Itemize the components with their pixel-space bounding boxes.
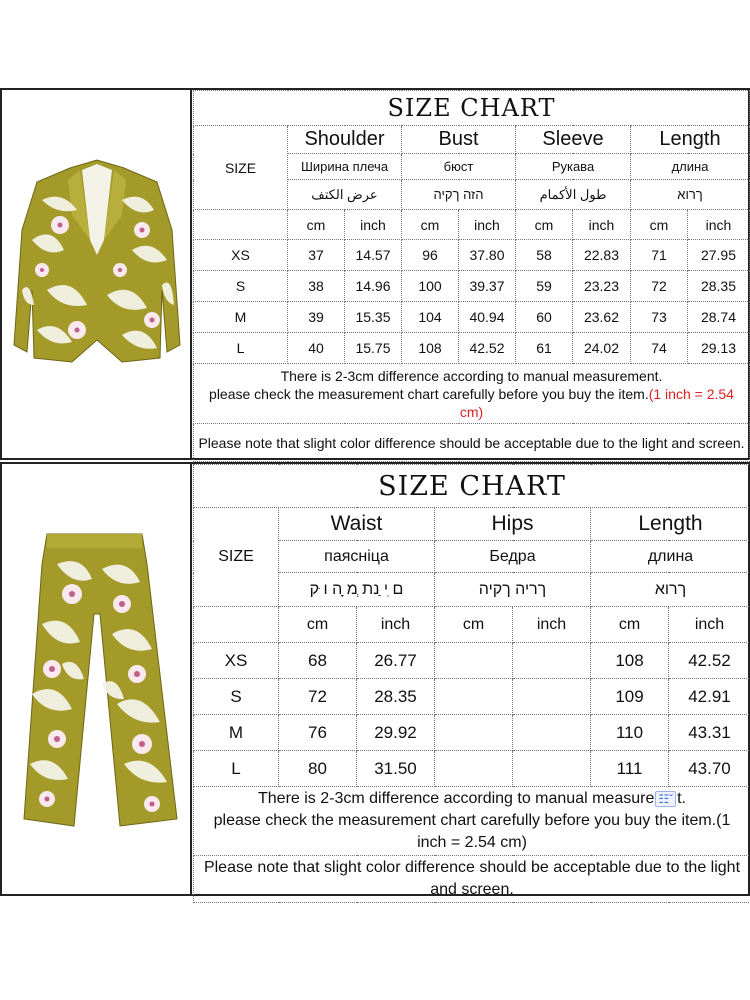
value-cell [435, 715, 513, 751]
shoulder-header: Shoulder [288, 126, 402, 154]
length-header-ru: длина [631, 154, 750, 180]
measurement-note [194, 787, 750, 856]
value-cell: 72 [631, 271, 688, 302]
value-cell: 96 [402, 240, 459, 271]
table-row [194, 302, 750, 333]
translate-icon[interactable]: ☷ˇ [655, 791, 676, 807]
table-row [194, 715, 750, 751]
value-cell: 42.52 [669, 643, 750, 679]
length-header: Length [631, 126, 750, 154]
value-cell: 28.74 [688, 302, 750, 333]
waist-header: Waist [279, 508, 435, 541]
value-cell: 26.77 [357, 643, 435, 679]
value-cell: 68 [279, 643, 357, 679]
value-cell: 29.92 [357, 715, 435, 751]
value-cell: 39.37 [459, 271, 516, 302]
size-header: SIZE [194, 126, 288, 210]
unit-label: inch [669, 607, 750, 643]
value-cell: 24.02 [573, 333, 631, 364]
value-cell: 37.80 [459, 240, 516, 271]
pants-size-chart-panel [0, 462, 750, 896]
length-header-he: ךרוא [631, 180, 750, 210]
value-cell: 27.95 [688, 240, 750, 271]
value-cell: 23.23 [573, 271, 631, 302]
value-cell: 43.70 [669, 751, 750, 787]
bust-header-he: הזה ךקיה [402, 180, 516, 210]
value-cell: 22.83 [573, 240, 631, 271]
value-cell: 100 [402, 271, 459, 302]
size-cell: XS [194, 240, 288, 271]
table-row [194, 751, 750, 787]
value-cell: 72 [279, 679, 357, 715]
size-cell: M [194, 715, 279, 751]
value-cell [435, 679, 513, 715]
unit-label: inch [573, 210, 631, 240]
length-header-ru: длина [591, 541, 750, 573]
value-cell: 14.57 [345, 240, 402, 271]
unit-label: cm [435, 607, 513, 643]
value-cell: 109 [591, 679, 669, 715]
value-cell: 61 [516, 333, 573, 364]
unit-spacer [194, 210, 288, 240]
value-cell: 40.94 [459, 302, 516, 333]
table-row [194, 679, 750, 715]
value-cell: 73 [631, 302, 688, 333]
unit-label: cm [631, 210, 688, 240]
sleeve-header-ar: طول الأكمام [516, 180, 631, 210]
value-cell [435, 751, 513, 787]
unit-label: inch [513, 607, 591, 643]
unit-label: inch [459, 210, 516, 240]
value-cell: 23.62 [573, 302, 631, 333]
size-cell: L [194, 333, 288, 364]
unit-label: cm [288, 210, 345, 240]
value-cell: 15.35 [345, 302, 402, 333]
unit-label: inch [688, 210, 750, 240]
bust-header: Bust [402, 126, 516, 154]
blazer-product-image [2, 90, 190, 458]
table-row [194, 240, 750, 271]
waist-header-ru: паясніца [279, 541, 435, 573]
measurement-note-line1: There is 2-3cm difference according to manual measurement. [280, 367, 663, 384]
size-cell: S [194, 271, 288, 302]
inch-conversion-note: (1 inch = 2.54 cm) [459, 385, 734, 420]
length-header-he: ךרוא [591, 573, 750, 607]
sleeve-header: Sleeve [516, 126, 631, 154]
table-row [194, 333, 750, 364]
value-cell: 39 [288, 302, 345, 333]
value-cell: 110 [591, 715, 669, 751]
shoulder-header-ru: Ширина плеча [288, 154, 402, 180]
length-header: Length [591, 508, 750, 541]
value-cell: 111 [591, 751, 669, 787]
value-cell: 38 [288, 271, 345, 302]
table-row [194, 643, 750, 679]
measurement-note [194, 364, 750, 424]
unit-label: cm [516, 210, 573, 240]
value-cell: 58 [516, 240, 573, 271]
blazer-size-chart-panel [0, 88, 750, 460]
value-cell [513, 751, 591, 787]
hips-header-ru: Бедра [435, 541, 591, 573]
hips-header-he: ךריה ךקיה [435, 573, 591, 607]
hips-header: Hips [435, 508, 591, 541]
unit-label: inch [345, 210, 402, 240]
value-cell [513, 715, 591, 751]
color-note: Please note that slight color difference should be acceptable due to the light and screen. [194, 424, 750, 462]
value-cell: 29.13 [688, 333, 750, 364]
value-cell: 108 [591, 643, 669, 679]
unit-label: cm [279, 607, 357, 643]
value-cell [513, 643, 591, 679]
value-cell: 43.31 [669, 715, 750, 751]
value-cell: 37 [288, 240, 345, 271]
value-cell: 108 [402, 333, 459, 364]
size-header: SIZE [194, 508, 279, 607]
size-cell: S [194, 679, 279, 715]
value-cell: 31.50 [357, 751, 435, 787]
color-note: Please note that slight color difference should be acceptable due to the light and screen. [194, 856, 750, 903]
measurement-note-line1: There is 2-3cm difference according to manual measure [258, 790, 655, 807]
shoulder-header-ar: عرض الكتف [288, 180, 402, 210]
size-cell: M [194, 302, 288, 333]
waist-header-he: ם ִי ַנת ְמ ָה ו ּק [279, 573, 435, 607]
measurement-note-line2: please check the measurement chart carefully before you buy the item. [209, 385, 649, 402]
unit-spacer [194, 607, 279, 643]
pants-product-image [2, 464, 190, 894]
value-cell: 80 [279, 751, 357, 787]
value-cell: 15.75 [345, 333, 402, 364]
value-cell: 104 [402, 302, 459, 333]
measurement-note-line1-end: t. [677, 790, 686, 807]
bust-header-ru: бюст [402, 154, 516, 180]
value-cell: 28.35 [688, 271, 750, 302]
value-cell [513, 679, 591, 715]
value-cell: 74 [631, 333, 688, 364]
size-cell: XS [194, 643, 279, 679]
value-cell: 76 [279, 715, 357, 751]
unit-label: cm [591, 607, 669, 643]
value-cell: 71 [631, 240, 688, 271]
blazer-size-table [193, 90, 750, 462]
value-cell: 40 [288, 333, 345, 364]
unit-label: cm [402, 210, 459, 240]
pants-image-cell [2, 464, 192, 894]
size-chart-title: SIZE CHART [194, 465, 750, 508]
value-cell [435, 643, 513, 679]
sleeve-header-ru: Рукава [516, 154, 631, 180]
value-cell: 59 [516, 271, 573, 302]
table-row [194, 271, 750, 302]
value-cell: 60 [516, 302, 573, 333]
value-cell: 42.52 [459, 333, 516, 364]
value-cell: 28.35 [357, 679, 435, 715]
value-cell: 14.96 [345, 271, 402, 302]
unit-label: inch [357, 607, 435, 643]
size-chart-title: SIZE CHART [194, 91, 750, 126]
pants-size-table [193, 464, 750, 903]
blazer-image-cell [2, 90, 192, 458]
value-cell: 42.91 [669, 679, 750, 715]
size-cell: L [194, 751, 279, 787]
measurement-note-line2: please check the measurement chart carefully before you buy the item.(1 inch = 2.54 cm) [213, 812, 731, 851]
